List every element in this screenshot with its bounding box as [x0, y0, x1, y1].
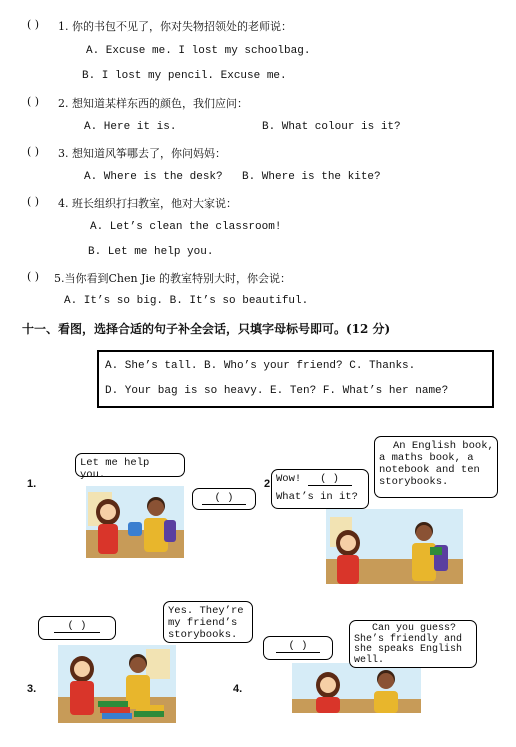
- choices-box: [97, 350, 494, 408]
- bubble-text: Let me help you.: [80, 457, 150, 481]
- answer-paren[interactable]: ( ): [27, 145, 40, 158]
- children-illustration: [58, 645, 176, 723]
- choices-line-2: D. Your bag is so heavy. E. Ten? F. What’s her name?: [105, 385, 449, 397]
- answer-paren[interactable]: ( ): [27, 95, 40, 108]
- option-a: A. It’s so big. B. It’s so beautiful.: [64, 295, 309, 307]
- question-text: 3. 想知道风筝哪去了，你问妈妈：: [58, 147, 226, 160]
- option-b: B. Where is the kite?: [242, 171, 381, 183]
- option-a: A. Let’s clean the classroom!: [90, 221, 282, 233]
- option-a: A. Excuse me. I lost my schoolbag.: [86, 45, 311, 57]
- option-b: B. I lost my pencil. Excuse me.: [82, 70, 287, 82]
- section-title: 十一、看图，选择合适的句子补全会话，只填字母标号即可。(12 分): [22, 322, 391, 336]
- option-b: B. What colour is it?: [262, 121, 401, 133]
- children-illustration: [292, 663, 421, 713]
- bubble-text: notebook and ten: [379, 464, 480, 476]
- speech-bubble: [163, 601, 253, 643]
- answer-paren[interactable]: ( ): [27, 195, 40, 208]
- answer-blank[interactable]: ( ): [276, 640, 320, 653]
- answer-bubble[interactable]: [38, 616, 116, 640]
- bubble-text: she speaks English: [354, 644, 463, 655]
- picture-1-scene: [86, 486, 184, 558]
- bubble-text: Wow!: [276, 473, 302, 485]
- picture-number: 4.: [233, 683, 243, 695]
- option-a: A. Where is the desk?: [84, 171, 223, 183]
- bubble-text: well.: [354, 654, 385, 666]
- bubble-text: What’s in it?: [276, 491, 358, 503]
- option-b: B. Let me help you.: [88, 246, 214, 258]
- speech-bubble: [75, 453, 185, 481]
- question-text: 4. 班长组织打扫教室，他对大家说：: [58, 197, 237, 210]
- speech-bubble: [271, 469, 369, 509]
- picture-3-scene: [58, 645, 176, 723]
- bubble-text: An English book,: [393, 440, 494, 452]
- children-illustration: [326, 509, 463, 584]
- picture-2-scene: [326, 509, 463, 584]
- bubble-text: storybooks.: [379, 476, 449, 488]
- bubble-text: Yes. They’re: [168, 605, 244, 617]
- answer-bubble[interactable]: [263, 636, 333, 660]
- answer-paren[interactable]: ( ): [27, 270, 40, 283]
- bubble-text: She’s friendly and: [354, 633, 463, 645]
- question-text: 2. 想知道某样东西的颜色，我们应问：: [58, 97, 248, 110]
- answer-blank[interactable]: ( ): [308, 473, 352, 486]
- picture-number: 2: [264, 478, 271, 490]
- speech-bubble: [374, 436, 498, 498]
- option-a: A. Here it is.: [84, 121, 177, 133]
- bubble-text: my friend’s: [168, 617, 238, 629]
- bubble-text: a maths book, a: [379, 452, 474, 464]
- bubble-text: Can you guess?: [372, 623, 457, 634]
- choices-line-1: A. She’s tall. B. Who’s your friend? C. Thanks.: [105, 360, 416, 372]
- children-illustration: [86, 486, 184, 558]
- answer-bubble[interactable]: [192, 488, 256, 510]
- question-text: 1. 你的书包不见了，你对失物招领处的老师说：: [58, 20, 292, 33]
- picture-number: 3.: [27, 683, 37, 695]
- picture-4-scene: [292, 663, 421, 713]
- question-text: 5.当你看到Chen Jie 的教室特别大时，你会说：: [54, 272, 292, 285]
- answer-paren[interactable]: ( ): [27, 18, 40, 31]
- speech-bubble: [349, 620, 477, 668]
- bubble-text: storybooks.: [168, 629, 238, 641]
- answer-blank[interactable]: ( ): [202, 492, 246, 505]
- picture-number: 1.: [27, 478, 37, 490]
- answer-blank[interactable]: ( ): [54, 620, 100, 633]
